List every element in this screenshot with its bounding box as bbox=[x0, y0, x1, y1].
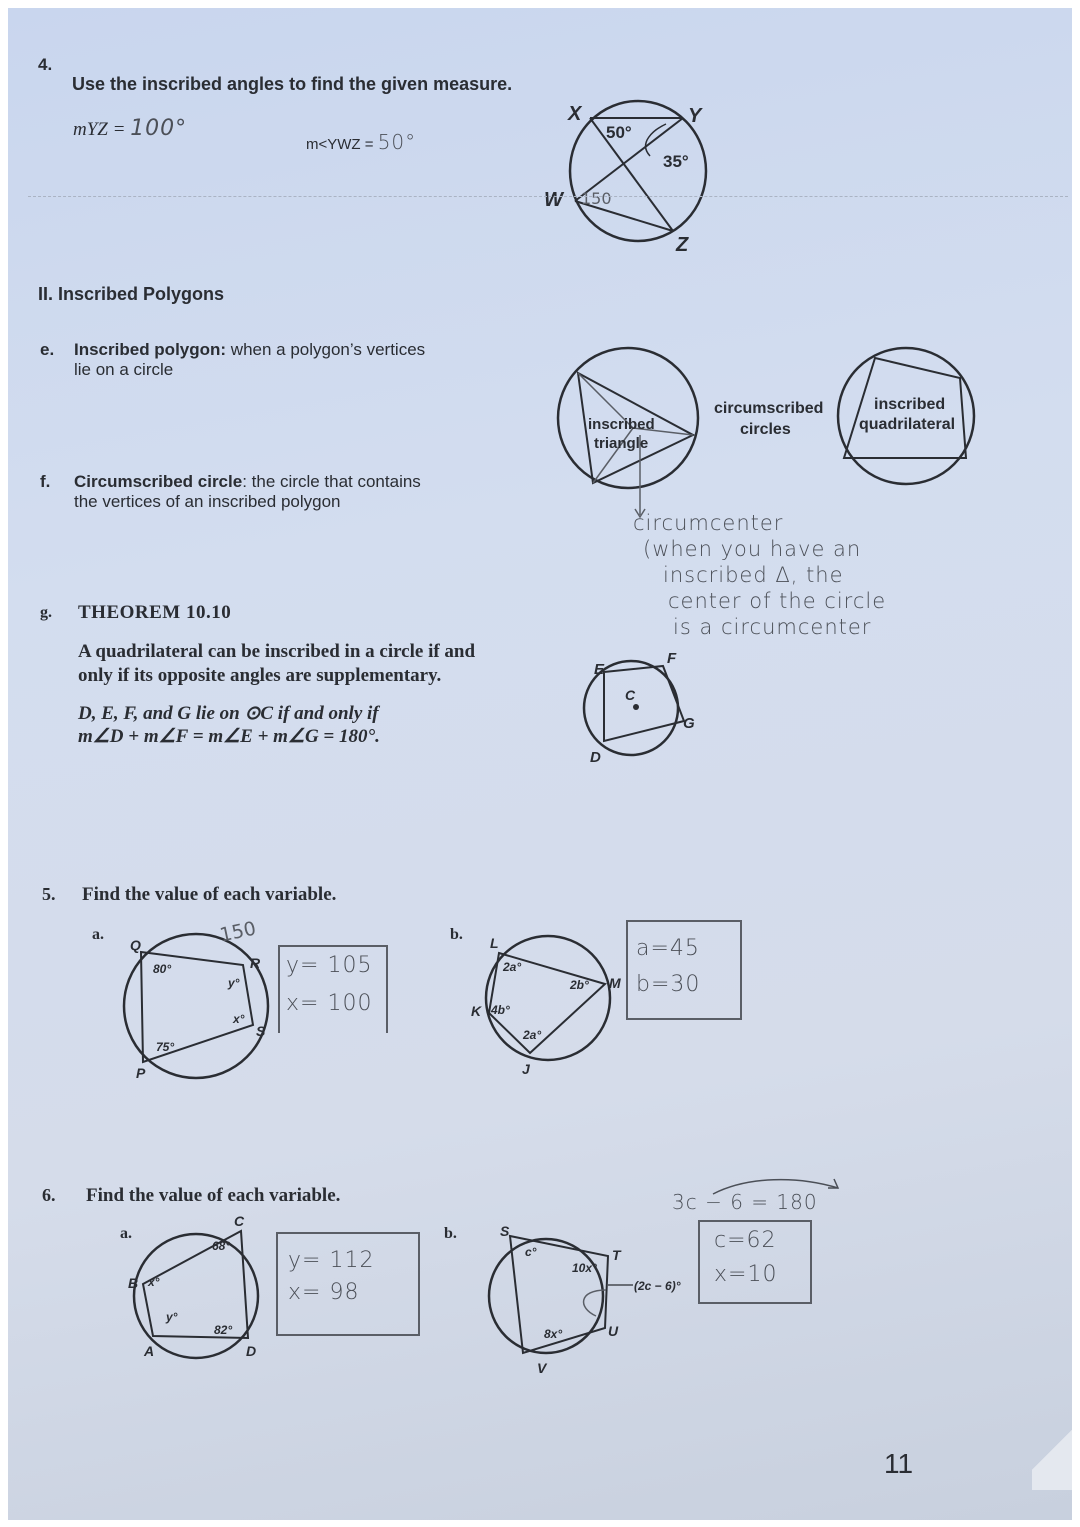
q6b-answer-x: x=10 bbox=[714, 1262, 778, 1287]
note-line-1: (when you have an bbox=[643, 537, 862, 561]
point-x-label: X bbox=[568, 103, 582, 125]
point-w-label: W bbox=[544, 189, 563, 211]
angle-t-label: 10x° bbox=[572, 1261, 597, 1275]
q6a-diagram bbox=[118, 1213, 278, 1366]
item-g-letter: g. bbox=[40, 604, 52, 621]
angle-l-label: 2a° bbox=[503, 960, 522, 974]
angle-m-label: 2b° bbox=[570, 978, 589, 992]
angle-ywz-label bbox=[306, 130, 416, 154]
circumscribed-circle-def-2: the vertices of an inscribed polygon bbox=[74, 492, 341, 511]
point-l-label: L bbox=[490, 935, 499, 951]
question-4-prompt: Use the inscribed angles to find the given measure. bbox=[72, 74, 513, 94]
point-c-label-6a: C bbox=[234, 1213, 245, 1229]
circumscribed-circle-definition bbox=[74, 472, 421, 512]
inscribed-polygon-term: Inscribed polygon: bbox=[74, 340, 227, 359]
point-q-label: Q bbox=[130, 937, 141, 953]
q6b-answer-c: c=62 bbox=[714, 1228, 777, 1253]
angle-u-label: (2c − 6)° bbox=[634, 1279, 681, 1293]
section-heading: II. Inscribed Polygons bbox=[38, 284, 225, 304]
point-e-label: E bbox=[594, 661, 605, 678]
inscribed-quad-label-2: quadrilateral bbox=[859, 416, 956, 433]
theorem-condition bbox=[78, 702, 380, 748]
q6b-work: 3c − 6 = 180 bbox=[672, 1190, 818, 1214]
point-v-label: V bbox=[537, 1360, 547, 1376]
q6a-answer-x: x= 98 bbox=[288, 1280, 360, 1305]
circumscribed-circle-term: Circumscribed circle bbox=[74, 472, 243, 491]
page-corner-curl bbox=[1032, 1410, 1072, 1490]
point-k-label: K bbox=[471, 1003, 482, 1019]
page-number: 11 bbox=[884, 1448, 914, 1479]
angle-w-handwritten: 150 bbox=[581, 189, 612, 208]
theorem-condition-2: m∠D + m∠F = m∠E + m∠G = 180°. bbox=[78, 726, 380, 747]
angle-r-label: y° bbox=[228, 976, 240, 990]
note-title: circumcenter bbox=[633, 511, 784, 535]
angle-d-label-6a: 82° bbox=[214, 1323, 233, 1337]
q6b-answer-box bbox=[698, 1220, 812, 1304]
item-e-letter: e. bbox=[40, 340, 55, 359]
fold-line bbox=[28, 196, 1068, 197]
circumcenter-note bbox=[633, 510, 886, 640]
item-f-letter: f. bbox=[40, 472, 51, 491]
point-j-label: J bbox=[522, 1061, 530, 1077]
theorem-condition-1: D, E, F, and G lie on ⊙C if and only if bbox=[78, 703, 379, 724]
point-s-label-6b: S bbox=[500, 1223, 510, 1239]
point-u-label: U bbox=[608, 1323, 619, 1339]
inscribed-polygon-definition bbox=[74, 340, 425, 380]
angle-ywz-answer: 50° bbox=[377, 130, 417, 154]
question-5-prompt: Find the value of each variable. bbox=[82, 884, 337, 905]
circumscribed-label-1: circumscribed bbox=[714, 400, 824, 417]
point-t-label: T bbox=[612, 1247, 621, 1263]
point-g-label: G bbox=[683, 715, 695, 732]
q6a-letter: a. bbox=[120, 1225, 132, 1242]
work-arrow bbox=[708, 1176, 848, 1196]
q5a-answer-y: y= 105 bbox=[286, 953, 373, 978]
q5a-diagram bbox=[108, 917, 288, 1081]
inscribed-polygon-def-1: when a polygon’s vertices bbox=[230, 340, 426, 359]
inscribed-quad-label-1: inscribed bbox=[874, 396, 946, 413]
point-s-label: S bbox=[256, 1023, 266, 1039]
circumscribed-circles-diagram bbox=[548, 333, 988, 533]
q5a-letter: a. bbox=[92, 926, 104, 943]
worksheet-page bbox=[8, 8, 1072, 1520]
theorem-statement-1: A quadrilateral can be inscribed in a circle if and bbox=[78, 641, 476, 662]
question-5-number: 5. bbox=[42, 884, 56, 904]
angle-p-label: 75° bbox=[156, 1040, 175, 1054]
note-line-2: inscribed Δ, the bbox=[663, 563, 844, 587]
q6b-diagram bbox=[478, 1223, 718, 1388]
angle-v-label: 8x° bbox=[544, 1327, 563, 1341]
theorem-statement-2: only if its opposite angles are supplementary. bbox=[78, 665, 442, 686]
inscribed-triangle-label-2: triangle bbox=[594, 435, 649, 452]
point-a-label: A bbox=[144, 1343, 155, 1359]
angle-b-label: x° bbox=[148, 1275, 160, 1289]
q5a-answer-x: x= 100 bbox=[286, 991, 373, 1016]
q6a-answer-box bbox=[276, 1232, 420, 1336]
angle-c-label-6a: 68° bbox=[212, 1239, 231, 1253]
point-m-label: M bbox=[609, 975, 621, 991]
question-6-number: 6. bbox=[42, 1185, 56, 1205]
theorem-statement bbox=[78, 640, 475, 688]
arc-150-handwritten: 150 bbox=[217, 917, 258, 947]
q5b-answer-box bbox=[626, 920, 742, 1020]
theorem-title: THEOREM 10.10 bbox=[78, 602, 232, 623]
angle-50-label: 50° bbox=[606, 123, 632, 142]
point-p-label: P bbox=[136, 1065, 146, 1081]
angle-s-label: x° bbox=[233, 1012, 245, 1026]
q5b-letter: b. bbox=[450, 926, 463, 943]
angle-q-label: 80° bbox=[153, 962, 172, 976]
point-r-label: R bbox=[250, 955, 261, 971]
q6b-letter: b. bbox=[444, 1225, 457, 1242]
theorem-diagram bbox=[568, 648, 728, 768]
note-line-4: is a circumcenter bbox=[673, 615, 872, 639]
point-c-label: C bbox=[625, 687, 636, 703]
q6a-answer-y: y= 112 bbox=[288, 1248, 375, 1273]
inscribed-triangle-label-1: inscribed bbox=[588, 416, 655, 433]
point-z-label: Z bbox=[676, 234, 689, 256]
point-d-label: D bbox=[590, 749, 601, 766]
point-d-label-6a: D bbox=[246, 1343, 257, 1359]
arc-yz-label bbox=[73, 116, 187, 141]
inscribed-angles-diagram bbox=[528, 88, 748, 258]
q5a-answer-box bbox=[278, 945, 388, 1033]
note-line-3: center of the circle bbox=[668, 589, 887, 613]
point-f-label: F bbox=[667, 650, 677, 667]
arc-yz-answer: 100° bbox=[130, 116, 188, 141]
q5b-answer-a: a=45 bbox=[636, 936, 700, 961]
angle-k-label: 4b° bbox=[491, 1003, 510, 1017]
q5b-diagram bbox=[463, 928, 633, 1078]
question-6-prompt: Find the value of each variable. bbox=[86, 1185, 341, 1206]
angle-s-label-6b: c° bbox=[525, 1245, 537, 1259]
angle-ywz-label-text: m<YWZ = bbox=[306, 136, 374, 153]
circumscribed-label-2: circles bbox=[740, 421, 791, 438]
point-b-label: B bbox=[128, 1275, 139, 1291]
angle-j-label: 2a° bbox=[523, 1028, 542, 1042]
arc-yz-label-text: mYZ = bbox=[73, 119, 126, 140]
question-4-number: 4. bbox=[38, 55, 53, 74]
angle-35-label: 35° bbox=[663, 152, 689, 171]
circumscribed-circle-def-1: : the circle that contains bbox=[242, 472, 421, 491]
q5b-answer-b: b=30 bbox=[636, 972, 701, 997]
angle-a-label: y° bbox=[166, 1310, 178, 1324]
inscribed-polygon-def-2: lie on a circle bbox=[74, 360, 174, 379]
point-y-label: Y bbox=[688, 105, 702, 127]
